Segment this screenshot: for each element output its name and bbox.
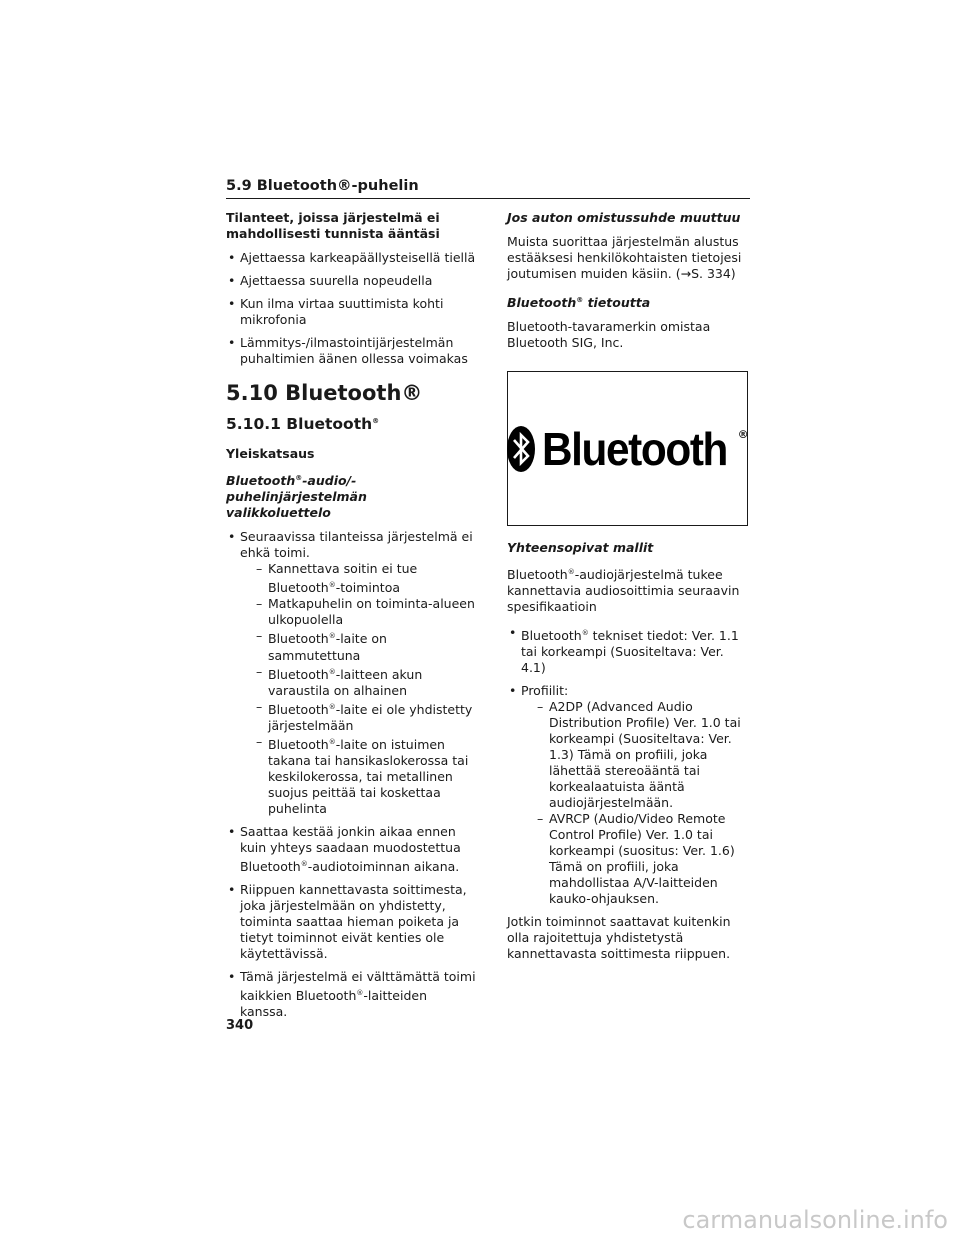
list-item: • Profiilit: – A2DP (Advanced Audio Distribution Profile) Ver. 1.0 tai korkeampi (Suositeltava: Ver. 1.3) Tämä on profiili, joka lähettää stereoääntä tai korkealaatuista ääntä audiojärjestelmään. – AVRCP (Audio/Video Remote Control Profile) Ver. 1.0 tai korkeampi (suositus: Ver. 1.6) Tämä on profiili, joka mahdollistaa A/V-laitteiden kauko-ohjauksen. — [507, 683, 750, 907]
sub-list-item: – Matkapuhelin on toiminta-alueen ulkopuolella — [256, 596, 476, 628]
list-item: • Ajettaessa karkeapäällysteisellä tiellä — [226, 250, 476, 266]
bluetooth-icon — [506, 425, 536, 473]
registered-mark: ® — [737, 427, 749, 441]
compat-text: Bluetooth®-audiojärjestelmä tukee kannettavia audiosoittimia seuraavin spesifikaatioin — [507, 567, 740, 615]
overview-heading: Yleiskatsaus — [226, 446, 315, 462]
list-item: • Lämmitys-/ilmastointijärjestelmän puhaltimien äänen ollessa voimakas — [226, 335, 476, 367]
chapter-title: 5.10 Bluetooth® — [226, 381, 423, 405]
ownership-text: Muista suorittaa järjestelmän alustus estääksesi henkilökohtaisten tietojesi joutumisen muiden käsiin. (→S. 334) — [507, 234, 742, 281]
compat-heading: Yhteensopivat mallit — [507, 540, 654, 556]
sub-list-item: – Kannettava soitin ei tue Bluetooth®-toimintoa — [256, 561, 476, 596]
sub-list-item: – Bluetooth®-laitteen akun varaustila on alhainen — [256, 664, 476, 699]
list-item: • Seuraavissa tilanteissa järjestelmä ei ehkä toimi. – Kannettava soitin ei tue Bluetooth®-toimintoa – Matkapuhelin on toiminta-alueen ulkopuolella – Bluetooth®-laite on sammutettuna – Bluetooth®-laitteen akun varaustila on alhainen – Bluetooth®-laite ei ole yhdistetty järjestelmään – Bluetooth®-laite on istuimen takana tai hansikaslokerossa tai keskilokerossa, tai metallinen suojus peittää tai koskettaa puhelinta — [226, 529, 476, 817]
bluetooth-logo-box — [507, 371, 748, 526]
voice-recognition-heading: Tilanteet, joissa järjestelmä ei mahdollisesti tunnista ääntäsi — [226, 210, 440, 241]
right-column — [507, 210, 750, 972]
list-item: • Kun ilma virtaa suuttimista kohti mikrofonia — [226, 296, 476, 328]
list-item: • Ajettaessa suurella nopeudella — [226, 273, 476, 289]
list-item: • Saattaa kestää jonkin aikaa ennen kuin yhteys saadaan muodostettua Bluetooth®-audiotoiminnan aikana. — [226, 824, 476, 875]
bluetooth-wordmark: Bluetooth — [542, 422, 728, 475]
sub-list-item: – AVRCP (Audio/Video Remote Control Profile) Ver. 1.0 tai korkeampi (suositus: Ver. 1.6) Tämä on profiili, joka mahdollistaa A/V-laitteiden kauko-ohjauksen. — [537, 811, 750, 907]
spec-list — [507, 625, 750, 907]
list-item: • Tämä järjestelmä ei välttämättä toimi kaikkien Bluetooth®-laitteiden kanssa. — [226, 969, 476, 1020]
list-item: • Bluetooth® tekniset tiedot: Ver. 1.1 tai korkeampi (Suositeltava: Ver. 4.1) — [507, 625, 750, 676]
info-heading: Bluetooth® tietoutta — [507, 295, 651, 311]
subsection-title: 5.10.1 Bluetooth® — [226, 415, 380, 434]
section-header: 5.9 Bluetooth®-puhelin — [226, 178, 750, 199]
page-number: 340 — [226, 1018, 254, 1033]
list-item: • Riippuen kannettavasta soittimesta, joka järjestelmään on yhdistetty, toiminta saattaa hieman poiketa ja tietyt toiminnot eivät kenties ole käytettävissä. — [226, 882, 476, 962]
sub-list — [240, 561, 476, 817]
sub-list-item: – Bluetooth®-laite on sammutettuna — [256, 628, 476, 663]
limitations-list — [226, 529, 476, 1020]
left-column — [226, 210, 476, 1027]
sub-list-item: – Bluetooth®-laite on istuimen takana tai hansikaslokerossa tai keskilokerossa, tai metallinen suojus peittää tai koskettaa puhelinta — [256, 734, 476, 817]
ownership-heading: Jos auton omistussuhde muuttuu — [507, 210, 741, 225]
profiles-list — [521, 699, 750, 907]
closing-text: Jotkin toiminnot saattavat kuitenkin olla rajoitettuja yhdistetystä kannettavasta soittimesta riippuen. — [507, 914, 731, 962]
menu-list-heading: Bluetooth®-audio/-puhelinjärjestelmän valikkoluettelo — [226, 473, 367, 521]
sub-list-item: – Bluetooth®-laite ei ole yhdistetty järjestelmään — [256, 699, 476, 734]
voice-recognition-list — [226, 250, 476, 367]
bluetooth-logo — [506, 422, 749, 475]
sub-list-item: – A2DP (Advanced Audio Distribution Profile) Ver. 1.0 tai korkeampi (Suositeltava: Ver. 1.3) Tämä on profiili, joka lähettää stereoääntä tai korkealaatuista ääntä audiojärjestelmään. — [537, 699, 750, 811]
trademark-text: Bluetooth-tavaramerkin omistaa Bluetooth SIG, Inc. — [507, 319, 711, 351]
watermark: carmanualsonline.info — [682, 1206, 948, 1234]
